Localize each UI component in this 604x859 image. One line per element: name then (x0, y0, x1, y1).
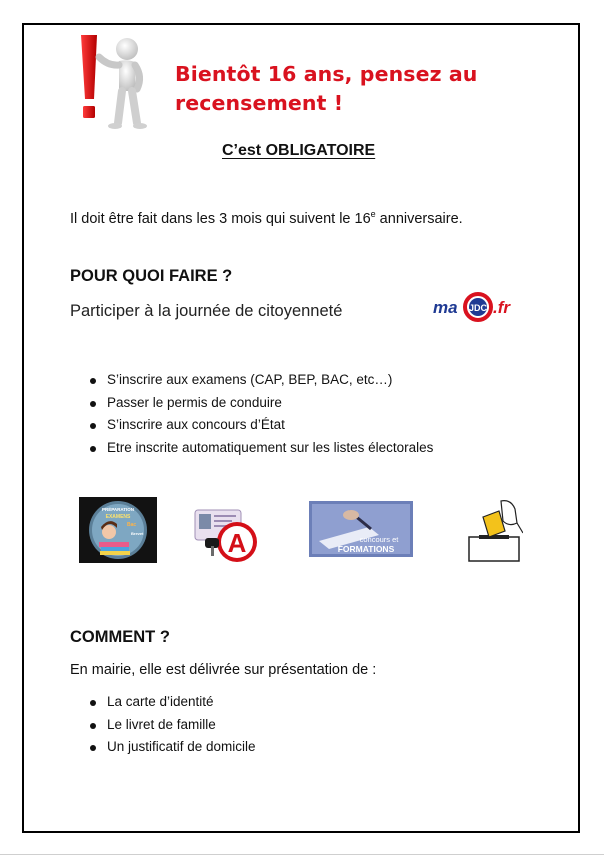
exam-tag-brevet: Brevet (131, 531, 144, 536)
title-line-2: recensement ! (175, 91, 344, 115)
list-item: La carte d’identité (90, 691, 256, 714)
heading-pour-quoi-faire: POUR QUOI FAIRE ? (70, 267, 233, 285)
logo-jdc: JDC (468, 303, 488, 313)
why-list (90, 369, 433, 459)
permis-letter: A (227, 528, 247, 558)
lead-journee-citoyennete: Participer à la journée de citoyenneté (70, 302, 343, 320)
subtitle-obligatoire: C’est OBLIGATOIRE (222, 142, 376, 159)
logo-fr: .fr (493, 298, 510, 317)
list-item: Un justificatif de domicile (90, 736, 256, 759)
intro-text: Il doit être fait dans les 3 mois qui suivent le 16 (70, 211, 371, 227)
permis-conduire-image (193, 500, 261, 563)
exam-caption-mid: EXAMENS (105, 514, 131, 520)
logo-ma: ma (433, 298, 458, 317)
exam-preparation-image (79, 497, 157, 563)
vote-ballot-icon (465, 497, 523, 563)
majdc-logo (433, 288, 525, 328)
intro-text-end: anniversaire. (375, 211, 463, 227)
concours-line1: concours et (359, 535, 399, 544)
page-bottom-rule (0, 854, 604, 855)
intro-superscript: e (370, 209, 376, 219)
intro-paragraph (70, 209, 463, 227)
title-line-1: Bientôt 16 ans, pensez au (175, 62, 478, 86)
list-item: S’inscrire aux concours d’État (90, 414, 433, 437)
concours-line2: FORMATIONS (337, 544, 395, 554)
list-item: Etre inscrite automatiquement sur les listes électorales (90, 437, 433, 460)
how-list (90, 691, 256, 759)
list-item: S’inscrire aux examens (CAP, BEP, BAC, etc…) (90, 369, 433, 392)
heading-comment: COMMENT ? (70, 628, 170, 646)
exam-caption-top: PRÉPARATION (101, 507, 135, 512)
exam-tag-bac: Bac (127, 522, 137, 528)
lead-mairie: En mairie, elle est délivrée sur présentation de : (70, 662, 377, 678)
concours-formations-image (309, 501, 413, 557)
alert-figure-icon (75, 33, 155, 131)
list-item: Passer le permis de conduire (90, 392, 433, 415)
list-item: Le livret de famille (90, 714, 256, 737)
page-title (175, 60, 535, 118)
